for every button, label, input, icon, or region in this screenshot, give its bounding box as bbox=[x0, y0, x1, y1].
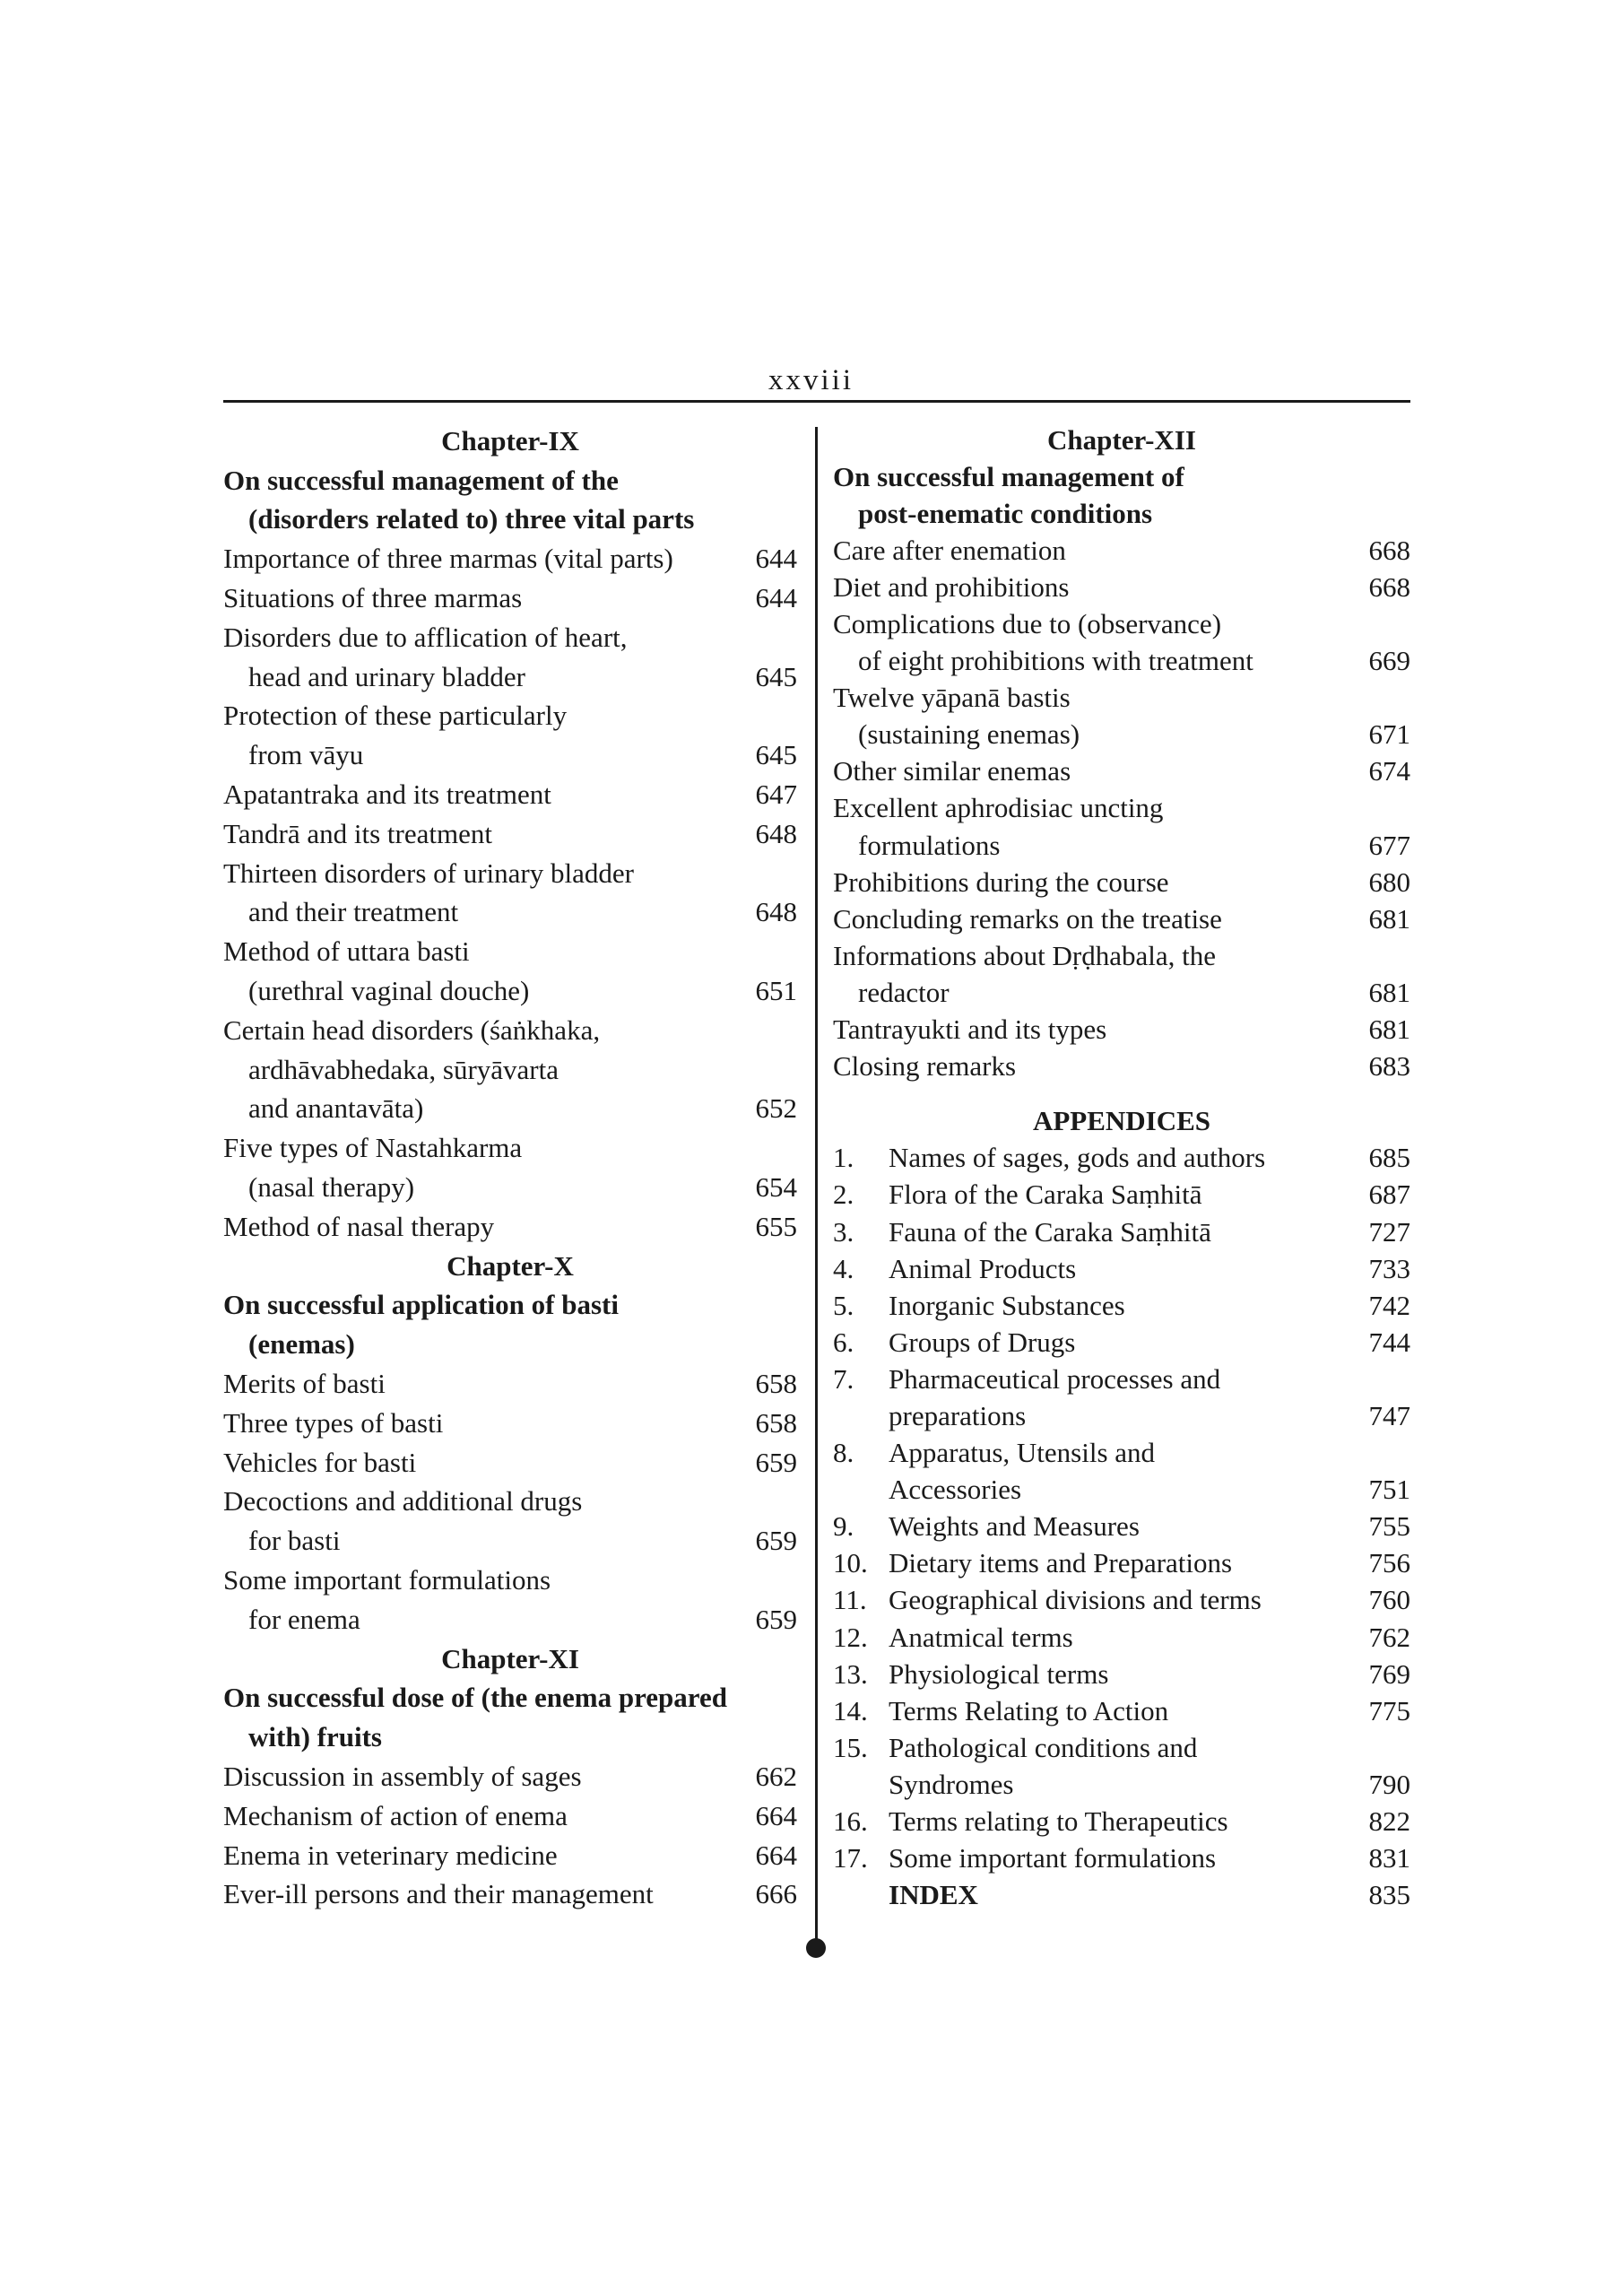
page-ref: 647 bbox=[755, 778, 797, 811]
appendix-item: 5. Inorganic Substances 742 bbox=[833, 1289, 1410, 1321]
page-ref: 727 bbox=[1368, 1215, 1410, 1248]
page-ref: 790 bbox=[1368, 1768, 1410, 1800]
toc-entry: Thirteen disorders of urinary bladder bbox=[223, 857, 634, 889]
appendix-item: 4. Animal Products 733 bbox=[833, 1252, 1410, 1284]
page-ref: 651 bbox=[755, 975, 797, 1007]
page-ref: 659 bbox=[755, 1446, 797, 1478]
page-ref: 674 bbox=[1368, 755, 1410, 787]
appendix-number: 8. bbox=[833, 1437, 854, 1469]
appendix-item: 14. Terms Relating to Action 775 bbox=[833, 1694, 1410, 1726]
page-ref: 683 bbox=[1368, 1050, 1410, 1083]
toc-entry: Method of uttara basti bbox=[223, 935, 470, 968]
page-ref: 751 bbox=[1368, 1474, 1410, 1506]
page-ref: 644 bbox=[755, 582, 797, 614]
appendix-list bbox=[833, 1140, 1410, 1877]
appendix-number: 4. bbox=[833, 1252, 854, 1284]
toc-entry: Disorders due to afflication of heart, bbox=[223, 621, 628, 653]
toc-entry: Complications due to (observance) bbox=[833, 608, 1222, 640]
appendix-item: 11. Geographical divisions and terms 760 bbox=[833, 1584, 1410, 1616]
appendix-item: 10. Dietary items and Preparations 756 bbox=[833, 1547, 1410, 1579]
toc-entry: Tandrā and its treatment 648 bbox=[223, 817, 797, 849]
page-ref: 747 bbox=[1368, 1399, 1410, 1431]
page-ref: 658 bbox=[755, 1406, 797, 1439]
toc-entry: and anantavāta) 652 bbox=[248, 1092, 797, 1125]
appendix-item: 12. Anatmical terms 762 bbox=[833, 1621, 1410, 1653]
toc-entry-list bbox=[223, 1757, 797, 1914]
appendix-number: 5. bbox=[833, 1289, 854, 1321]
page-ref: 681 bbox=[1368, 902, 1410, 935]
toc-entry-list bbox=[833, 532, 1410, 1084]
page-number: xxviii bbox=[768, 364, 854, 396]
toc-entry: Decoctions and additional drugs bbox=[223, 1485, 583, 1518]
toc-entry: (sustaining enemas) 671 bbox=[858, 718, 1410, 751]
header-rule bbox=[223, 400, 1410, 403]
chapter-heading: post-enematic conditions bbox=[858, 497, 1153, 529]
toc-entry: Certain head disorders (śaṅkhaka, bbox=[223, 1013, 601, 1046]
appendix-item: 2. Flora of the Caraka Saṃhitā 687 bbox=[833, 1178, 1410, 1211]
appendix-number: 2. bbox=[833, 1178, 854, 1211]
page-ref: 664 bbox=[755, 1799, 797, 1831]
page-ref: 668 bbox=[1368, 534, 1410, 566]
left-column bbox=[223, 422, 797, 1914]
toc-entry: head and urinary bladder 645 bbox=[248, 660, 797, 692]
toc-entry: Discussion in assembly of sages 662 bbox=[223, 1760, 797, 1792]
page-ref: 659 bbox=[755, 1603, 797, 1635]
toc-entry: Protection of these particularly bbox=[223, 700, 568, 732]
appendix-number: 12. bbox=[833, 1621, 868, 1653]
toc-entry: of eight prohibitions with treatment 669 bbox=[858, 645, 1410, 677]
appendix-number: 7. bbox=[833, 1362, 854, 1395]
appendices-title: APPENDICES bbox=[1032, 1105, 1211, 1137]
appendix-number: 9. bbox=[833, 1510, 854, 1543]
page-ref: 742 bbox=[1368, 1289, 1410, 1321]
appendix-number: 17. bbox=[833, 1842, 868, 1874]
page-ref: 681 bbox=[1368, 1013, 1410, 1046]
toc-entry: Care after enemation 668 bbox=[833, 534, 1410, 566]
chapter-heading: On successful dose of (the enema prepared bbox=[223, 1682, 727, 1714]
chapter-heading: On successful management of bbox=[833, 460, 1184, 492]
chapter-heading: (enemas) bbox=[248, 1328, 355, 1361]
page-ref: 681 bbox=[1368, 976, 1410, 1008]
page-ref: 775 bbox=[1368, 1694, 1410, 1726]
page-ref: 760 bbox=[1368, 1584, 1410, 1616]
toc-entry: Importance of three marmas (vital parts) 644 bbox=[223, 543, 797, 575]
toc-entry: (nasal therapy) 654 bbox=[248, 1171, 797, 1204]
toc-entry: Other similar enemas 674 bbox=[833, 755, 1410, 787]
toc-entry: for enema 659 bbox=[248, 1603, 797, 1635]
page-ref: 755 bbox=[1368, 1510, 1410, 1543]
appendix-number: 6. bbox=[833, 1326, 854, 1358]
page-ref: 655 bbox=[755, 1210, 797, 1242]
page-ref: 668 bbox=[1368, 570, 1410, 603]
page-ref: 822 bbox=[1368, 1805, 1410, 1838]
appendix-item: 17. Some important formulations 831 bbox=[833, 1842, 1410, 1874]
end-bullet bbox=[806, 1938, 826, 1958]
column-divider bbox=[815, 427, 818, 1946]
toc-entry: from vāyu 645 bbox=[248, 739, 797, 771]
toc-entry: Vehicles for basti 659 bbox=[223, 1446, 797, 1478]
chapter-title: Chapter-XI bbox=[441, 1642, 579, 1674]
toc-entry: Twelve yāpanā bastis bbox=[833, 682, 1071, 714]
appendix-item: preparations 747 bbox=[889, 1399, 1410, 1431]
appendix-number: 16. bbox=[833, 1805, 868, 1838]
page-ref: 831 bbox=[1368, 1842, 1410, 1874]
toc-entry-index: INDEX 835 bbox=[889, 1879, 1410, 1911]
appendix-number: 13. bbox=[833, 1657, 868, 1690]
appendix-item: 15. Pathological conditions and bbox=[833, 1731, 1198, 1763]
appendix-number: 14. bbox=[833, 1694, 868, 1726]
toc-entry: Prohibitions during the course 680 bbox=[833, 865, 1410, 898]
appendix-number: 10. bbox=[833, 1547, 868, 1579]
page-ref: 680 bbox=[1368, 865, 1410, 898]
appendix-item: 13. Physiological terms 769 bbox=[833, 1657, 1410, 1690]
appendix-item: Accessories 751 bbox=[889, 1474, 1410, 1506]
toc-entry: Mechanism of action of enema 664 bbox=[223, 1799, 797, 1831]
page-ref: 659 bbox=[755, 1525, 797, 1557]
chapter-heading: with) fruits bbox=[248, 1721, 382, 1753]
chapter-heading: (disorders related to) three vital parts bbox=[248, 503, 695, 535]
page-ref: 687 bbox=[1368, 1178, 1410, 1211]
toc-entry: Method of nasal therapy 655 bbox=[223, 1210, 797, 1242]
page-ref: 648 bbox=[755, 896, 797, 928]
toc-entry: Ever-ill persons and their management 666 bbox=[223, 1878, 797, 1910]
toc-entry: Excellent aphrodisiac uncting bbox=[833, 792, 1164, 824]
toc-entry: Tantrayukti and its types 681 bbox=[833, 1013, 1410, 1046]
page-ref: 662 bbox=[755, 1760, 797, 1792]
page-ref: 669 bbox=[1368, 645, 1410, 677]
toc-entry: Some important formulations bbox=[223, 1564, 551, 1596]
chapter-title: Chapter-XII bbox=[1047, 423, 1196, 456]
toc-entry: ardhāvabhedaka, sūryāvarta bbox=[248, 1053, 559, 1085]
page-ref: 645 bbox=[755, 660, 797, 692]
appendix-item: Syndromes 790 bbox=[889, 1768, 1410, 1800]
page-ref: 685 bbox=[1368, 1142, 1410, 1174]
toc-entry: Apatantraka and its treatment 647 bbox=[223, 778, 797, 811]
page-ref: 664 bbox=[755, 1839, 797, 1871]
toc-entry-list bbox=[223, 539, 797, 1246]
page-ref: 762 bbox=[1368, 1621, 1410, 1653]
appendix-item: 1. Names of sages, gods and authors 685 bbox=[833, 1142, 1410, 1174]
toc-entry: Situations of three marmas 644 bbox=[223, 582, 797, 614]
toc-entry: for basti 659 bbox=[248, 1525, 797, 1557]
appendix-item: 6. Groups of Drugs 744 bbox=[833, 1326, 1410, 1358]
page-ref: 658 bbox=[755, 1368, 797, 1400]
toc-entry: (urethral vaginal douche) 651 bbox=[248, 975, 797, 1007]
toc-entry: Five types of Nastahkarma bbox=[223, 1132, 523, 1164]
page-ref: 666 bbox=[755, 1878, 797, 1910]
appendix-number: 1. bbox=[833, 1142, 854, 1174]
chapter-title: Chapter-IX bbox=[441, 424, 579, 457]
chapter-heading: On successful management of the bbox=[223, 464, 619, 496]
page-ref: 744 bbox=[1368, 1326, 1410, 1358]
page-ref: 677 bbox=[1368, 829, 1410, 861]
right-column bbox=[833, 422, 1410, 1914]
chapter-title: Chapter-X bbox=[447, 1249, 574, 1282]
page-ref: 733 bbox=[1368, 1252, 1410, 1284]
toc-entry: Closing remarks 683 bbox=[833, 1050, 1410, 1083]
page-ref: 652 bbox=[755, 1092, 797, 1125]
appendix-item: 7. Pharmaceutical processes and bbox=[833, 1362, 1221, 1395]
toc-entry: redactor 681 bbox=[858, 976, 1410, 1008]
page-ref: 644 bbox=[755, 543, 797, 575]
page-ref: 645 bbox=[755, 739, 797, 771]
toc-entry: Merits of basti 658 bbox=[223, 1368, 797, 1400]
page-ref: 769 bbox=[1368, 1657, 1410, 1690]
toc-entry: Three types of basti 658 bbox=[223, 1406, 797, 1439]
appendix-item: 16. Terms relating to Therapeutics 822 bbox=[833, 1805, 1410, 1838]
chapter-heading: On successful application of basti bbox=[223, 1289, 619, 1321]
page-ref: 654 bbox=[755, 1171, 797, 1204]
appendix-item: 3. Fauna of the Caraka Saṃhitā 727 bbox=[833, 1215, 1410, 1248]
toc-entry: Informations about Dṛḍhabala, the bbox=[833, 939, 1216, 971]
toc-entry: Concluding remarks on the treatise 681 bbox=[833, 902, 1410, 935]
toc-entry: and their treatment 648 bbox=[248, 896, 797, 928]
toc-entry: Diet and prohibitions 668 bbox=[833, 570, 1410, 603]
toc-entry-list bbox=[223, 1364, 797, 1639]
appendix-item: 8. Apparatus, Utensils and bbox=[833, 1437, 1156, 1469]
page-ref: 671 bbox=[1368, 718, 1410, 751]
toc-entry: formulations 677 bbox=[858, 829, 1410, 861]
page-ref: 648 bbox=[755, 817, 797, 849]
toc-entry: Enema in veterinary medicine 664 bbox=[223, 1839, 797, 1871]
appendix-number: 15. bbox=[833, 1731, 868, 1763]
appendix-number: 3. bbox=[833, 1215, 854, 1248]
appendix-number: 11. bbox=[833, 1584, 867, 1616]
page-ref: 756 bbox=[1368, 1547, 1410, 1579]
appendix-item: 9. Weights and Measures 755 bbox=[833, 1510, 1410, 1543]
